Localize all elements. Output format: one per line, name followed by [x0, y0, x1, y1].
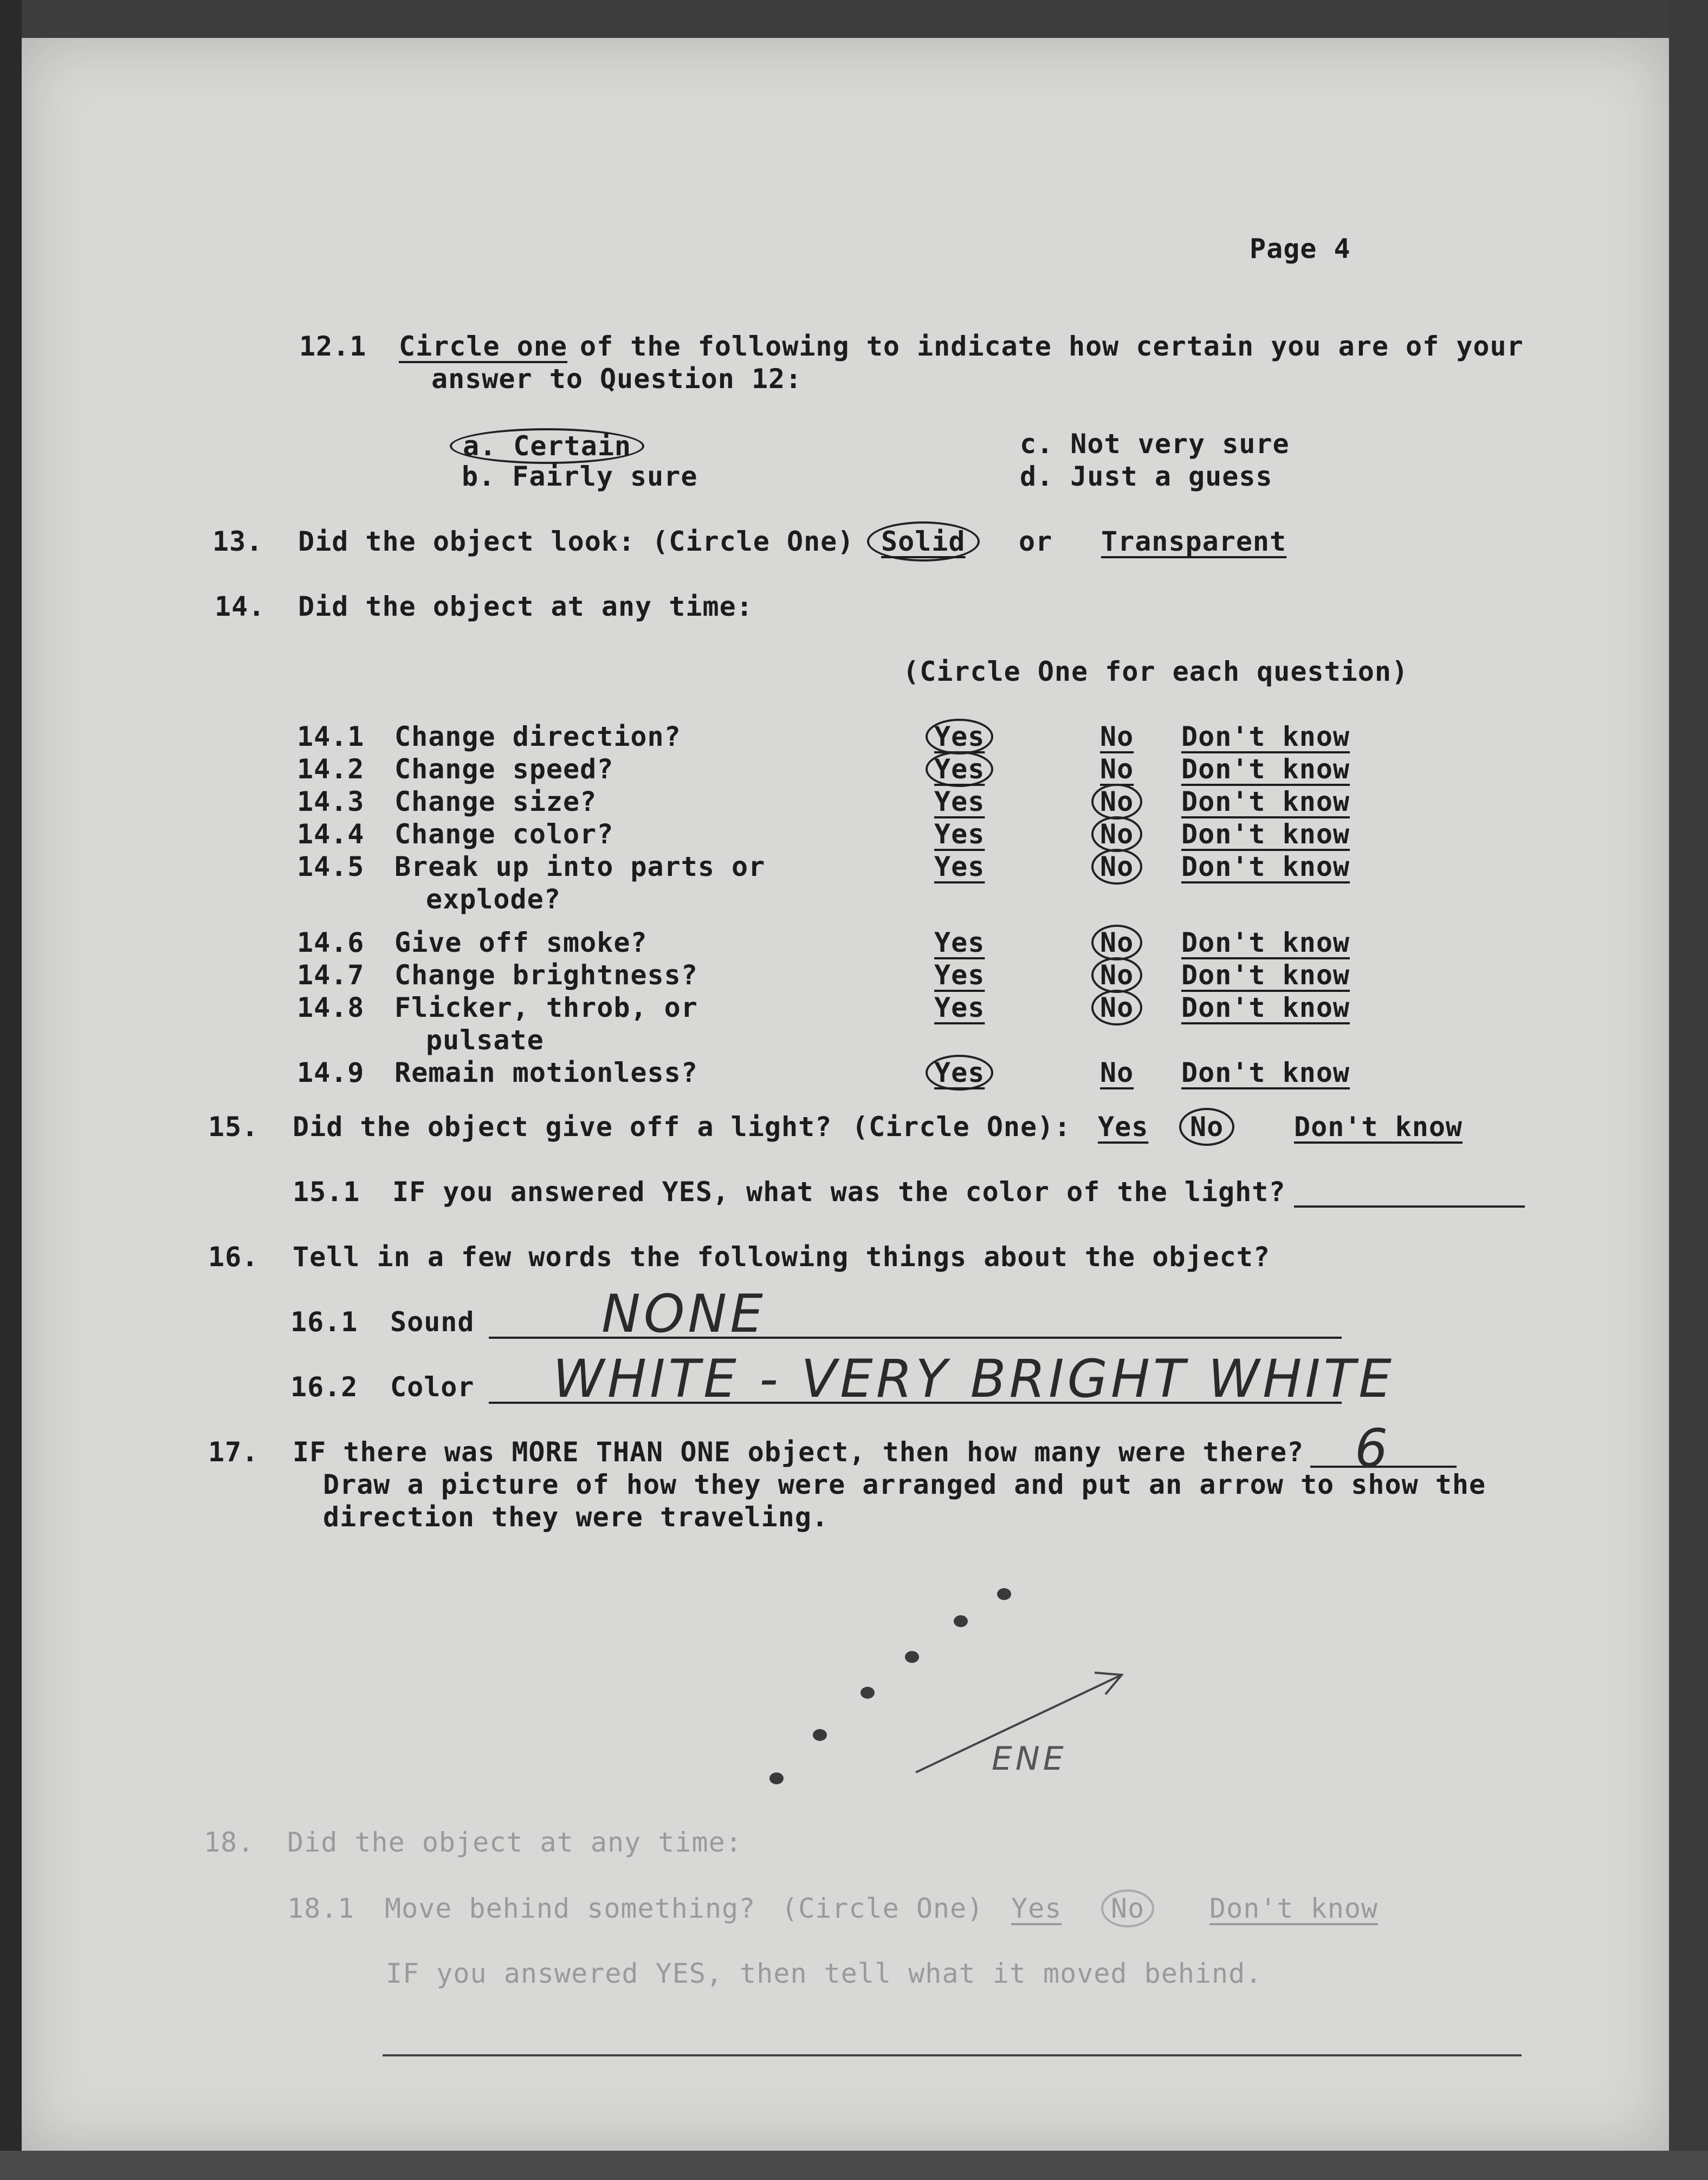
q14-no-circled[interactable]: No	[1091, 925, 1142, 960]
q18-1-dont-know[interactable]: Don't know	[1209, 1893, 1379, 1924]
q18-prompt: Did the object at any time:	[287, 1827, 742, 1858]
q14-no[interactable]: No	[1100, 753, 1134, 785]
q14-item-question: Give off smoke?	[394, 927, 648, 958]
q14-no[interactable]: No	[1100, 721, 1134, 752]
q12-1-circle-one-label: Circle one	[399, 331, 568, 362]
q14-no-circled[interactable]: No	[1091, 784, 1142, 820]
q13-transparent[interactable]: Transparent	[1101, 526, 1287, 557]
q14-item-question: Remain motionless?	[394, 1057, 698, 1088]
q14-no-circled[interactable]: No	[1091, 849, 1142, 885]
q14-no[interactable]: No	[1100, 1057, 1134, 1088]
q15-dont-know[interactable]: Don't know	[1294, 1111, 1463, 1143]
q14-item-number: 14.3	[297, 786, 365, 817]
q14-yes[interactable]: Yes	[934, 818, 985, 850]
q14-no-circled[interactable]: No	[1091, 816, 1142, 852]
q14-instruction: (Circle One for each question)	[903, 656, 1409, 687]
q14-item-number: 14.9	[297, 1057, 365, 1088]
q14-item-question: Change size?	[394, 786, 597, 817]
q14-dont-know[interactable]: Don't know	[1181, 786, 1350, 817]
q15-1-prompt: IF you answered YES, what was the color of the light?	[392, 1176, 1286, 1208]
q14-yes[interactable]: Yes	[934, 927, 985, 958]
q14-item-question: Break up into parts or	[394, 851, 766, 882]
q14-dont-know[interactable]: Don't know	[1181, 721, 1350, 752]
q14-item-question-cont: pulsate	[426, 1024, 544, 1056]
q13-prompt: Did the object look: (Circle One)	[298, 526, 855, 557]
q14-item-question: Change brightness?	[394, 959, 698, 991]
q12-1-prompt-line2: answer to Question 12:	[431, 363, 803, 395]
q13-or: or	[1019, 526, 1053, 557]
q17-number: 17.	[208, 1436, 259, 1468]
q14-item-question: Change color?	[394, 818, 614, 850]
q14-dont-know[interactable]: Don't know	[1181, 992, 1350, 1023]
q18-1-answer-line[interactable]	[383, 2054, 1522, 2056]
q17-direction-label: ENE	[992, 1740, 1067, 1778]
q16-2-color-label: Color	[390, 1371, 475, 1403]
q14-yes[interactable]: Yes	[934, 786, 985, 817]
q14-dont-know[interactable]: Don't know	[1181, 1057, 1350, 1088]
q14-item-question: Change direction?	[394, 721, 681, 752]
q14-dont-know[interactable]: Don't know	[1181, 959, 1350, 991]
q16-1-sound-label: Sound	[390, 1306, 475, 1338]
q14-number: 14.	[215, 591, 266, 622]
q12-1-number: 12.1	[299, 331, 367, 362]
q15-yes[interactable]: Yes	[1098, 1111, 1149, 1143]
q14-dont-know[interactable]: Don't know	[1181, 927, 1350, 958]
q15-number: 15.	[208, 1111, 259, 1143]
q17-prompt-line1: IF there was MORE THAN ONE object, then how many were there?	[293, 1436, 1304, 1468]
q13-solid-circled[interactable]: Solid	[867, 521, 980, 562]
q16-2-number: 16.2	[290, 1371, 358, 1403]
q14-yes[interactable]: Yes	[934, 959, 985, 991]
q14-no-circled[interactable]: No	[1091, 990, 1142, 1025]
q18-1-instruction: (Circle One)	[781, 1893, 984, 1924]
q13-number: 13.	[212, 526, 263, 557]
q15-1-number: 15.1	[293, 1176, 360, 1208]
page-number: Page 4	[1250, 233, 1351, 265]
q12-1-option-a-circled[interactable]: a. Certain	[450, 428, 644, 464]
q14-no-circled[interactable]: No	[1091, 957, 1142, 993]
q18-1-prompt: Move behind something?	[385, 1893, 756, 1924]
q14-yes-circled[interactable]: Yes	[926, 719, 993, 754]
q14-item-number: 14.7	[297, 959, 365, 991]
q14-yes[interactable]: Yes	[934, 851, 985, 882]
q14-item-question-cont: explode?	[426, 883, 561, 915]
q14-item-number: 14.2	[297, 753, 365, 785]
q12-1-prompt: of the following to indicate how certain you are of your	[580, 331, 1524, 362]
q14-yes[interactable]: Yes	[934, 992, 985, 1023]
q16-1-number: 16.1	[290, 1306, 358, 1338]
q18-1-yes[interactable]: Yes	[1011, 1893, 1062, 1924]
q16-2-color-answer[interactable]: WHITE - VERY BRIGHT WHITE	[553, 1349, 1395, 1409]
q14-item-number: 14.6	[297, 927, 365, 958]
q12-1-option-c[interactable]: c. Not very sure	[1020, 428, 1290, 460]
q14-dont-know[interactable]: Don't know	[1181, 851, 1350, 882]
q14-item-number: 14.8	[297, 992, 365, 1023]
q14-item-number: 14.1	[297, 721, 365, 752]
q14-item-number: 14.5	[297, 851, 365, 882]
q17-prompt-line2: Draw a picture of how they were arranged and put an arrow to show the	[323, 1469, 1486, 1500]
q15-no-circled[interactable]: No	[1179, 1108, 1234, 1146]
q12-1-option-b[interactable]: b. Fairly sure	[462, 461, 698, 492]
q18-number: 18.	[204, 1827, 255, 1858]
q14-item-question: Flicker, throb, or	[394, 992, 698, 1023]
q16-prompt: Tell in a few words the following things about the object?	[293, 1241, 1270, 1273]
q18-1-number: 18.1	[287, 1893, 355, 1924]
q17-prompt-line3: direction they were traveling.	[323, 1501, 829, 1533]
q14-dont-know[interactable]: Don't know	[1181, 818, 1350, 850]
q18-1-no-circled[interactable]: No	[1101, 1889, 1154, 1927]
q14-item-number: 14.4	[297, 818, 365, 850]
q16-number: 16.	[208, 1241, 259, 1273]
q14-item-question: Change speed?	[394, 753, 614, 785]
q18-1-follow-up: IF you answered YES, then tell what it moved behind.	[386, 1958, 1263, 1989]
q14-prompt: Did the object at any time:	[298, 591, 753, 622]
q14-yes-circled[interactable]: Yes	[926, 751, 993, 787]
q14-dont-know[interactable]: Don't know	[1181, 753, 1350, 785]
q12-1-option-d[interactable]: d. Just a guess	[1020, 461, 1273, 492]
q14-yes-circled[interactable]: Yes	[926, 1055, 993, 1091]
q16-1-sound-answer[interactable]: NONE	[601, 1284, 766, 1344]
q17-count-answer[interactable]: 6	[1355, 1418, 1392, 1479]
q15-instruction: (Circle One):	[852, 1111, 1071, 1143]
q15-prompt: Did the object give off a light?	[293, 1111, 832, 1143]
